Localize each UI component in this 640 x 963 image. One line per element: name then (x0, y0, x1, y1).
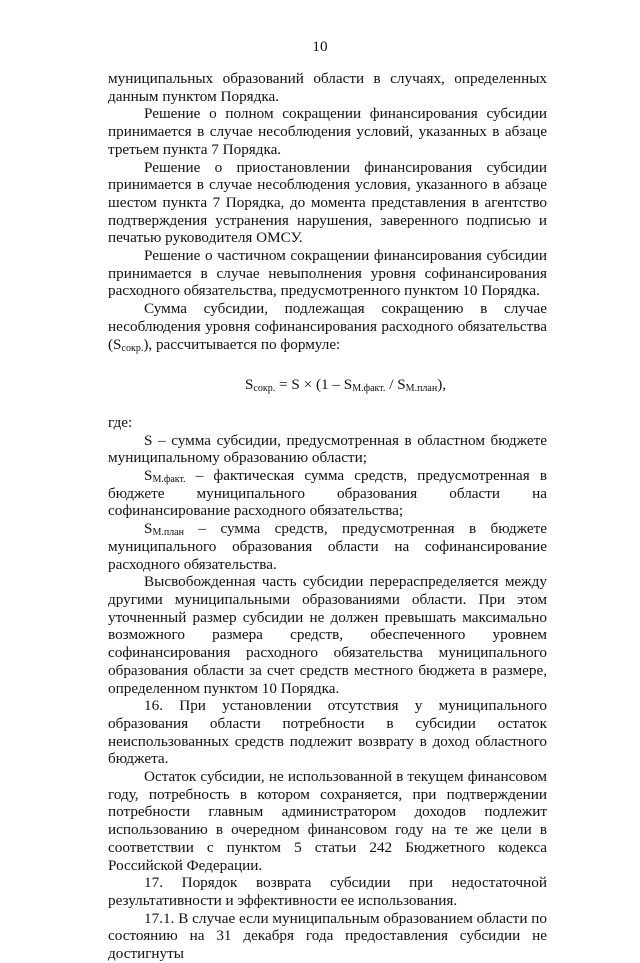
formula-sub-sokr: сокр. (253, 383, 276, 395)
paragraph-17-1: 17.1. В случае если муниципальным образованием области по состоянию на 31 декабря года предоставления субсидии не достигнуты (108, 909, 547, 963)
symbol: S (144, 520, 153, 538)
formula-sub-plan: М.план (405, 383, 438, 395)
definition-s-fact (108, 467, 547, 520)
definition-s: S – сумма субсидии, предусмотренная в областном бюджете муниципальному образованию области; (108, 431, 547, 467)
paragraph-partial-reduction: Решение о частичном сокращении финансирования субсидии принимается в случае невыполнения уровня софинансирования расходного обязательства, предусмотренного пунктом 10 Порядка. (108, 247, 547, 300)
paragraph-redistribution: Высвобожденная часть субсидии перераспределяется между другими муниципальными образованиями области. При этом уточненный размер субсидии не должен превышать максимально возможного размера средств, обеспеченного уровнем софинансирования расходного обязательства муниципального образования области за счет средств местного бюджета в размере, определенном пунктом 10 Порядка. (108, 573, 547, 697)
formula (144, 376, 547, 394)
paragraph-continuation: муниципальных образований области в случаях, определенных данным пунктом Порядка. (108, 70, 547, 105)
paragraph-16: 16. При установлении отсутствия у муниципального образования области потребности в субсидии остаток неиспользованных средств подлежит возврату в доход областного бюджета. (108, 697, 547, 768)
text: – сумма средств, предусмотренная в бюджете муниципального образования области на софинансирование расходного обязательства. (108, 520, 547, 573)
paragraph-full-reduction: Решение о полном сокращении финансирования субсидии принимается в случае несоблюдения условий, указанных в абзаце третьем пункта 7 Порядка. (108, 105, 547, 158)
formula-sub-fact: М.факт. (352, 383, 386, 395)
symbol: S (144, 467, 153, 485)
paragraph-reduction-sum (108, 300, 547, 353)
page-number: 10 (312, 38, 328, 55)
subscript: М.факт. (152, 474, 186, 486)
text: Сумма субсидии, подлежащая сокращению в случае несоблюдения уровня софинансирования расходного обязательства (S (108, 300, 547, 353)
subscript: М.план (152, 527, 184, 539)
definition-s-plan (108, 520, 547, 573)
formula-end: ), (437, 376, 447, 394)
paragraph-17: 17. Порядок возврата субсидии при недостаточной результативности и эффективности ее использования. (108, 874, 547, 909)
text: ), рассчитывается по формуле: (143, 335, 341, 353)
formula-mid: = S × (1 – S (275, 376, 353, 394)
formula-slash: / S (385, 376, 406, 394)
subscript: сокр. (121, 342, 144, 354)
paragraph-suspension: Решение о приостановлении финансирования субсидии принимается в случае несоблюдения условия, указанного в абзаце шестом пункта 7 Порядка, до момента представления в агентство подтверждения устранения нарушения, заверенного подписью и печатью руководителя ОМСУ. (108, 158, 547, 247)
where-label: где: (108, 413, 133, 431)
text: – фактическая сумма средств, предусмотренная в бюджете муниципального образования области на софинансирование расходного обязательства; (108, 467, 547, 520)
formula-s: S (244, 376, 254, 394)
paragraph-remainder: Остаток субсидии, не использованной в текущем финансовом году, потребность в котором сохраняется, при подтверждении потребности главным администратором доходов подлежит использованию в очередном финансовом году на те же цели в соответствии с пунктом 5 статьи 242 Бюджетного кодекса Российской Федерации. (108, 768, 547, 874)
document-body (108, 70, 547, 963)
